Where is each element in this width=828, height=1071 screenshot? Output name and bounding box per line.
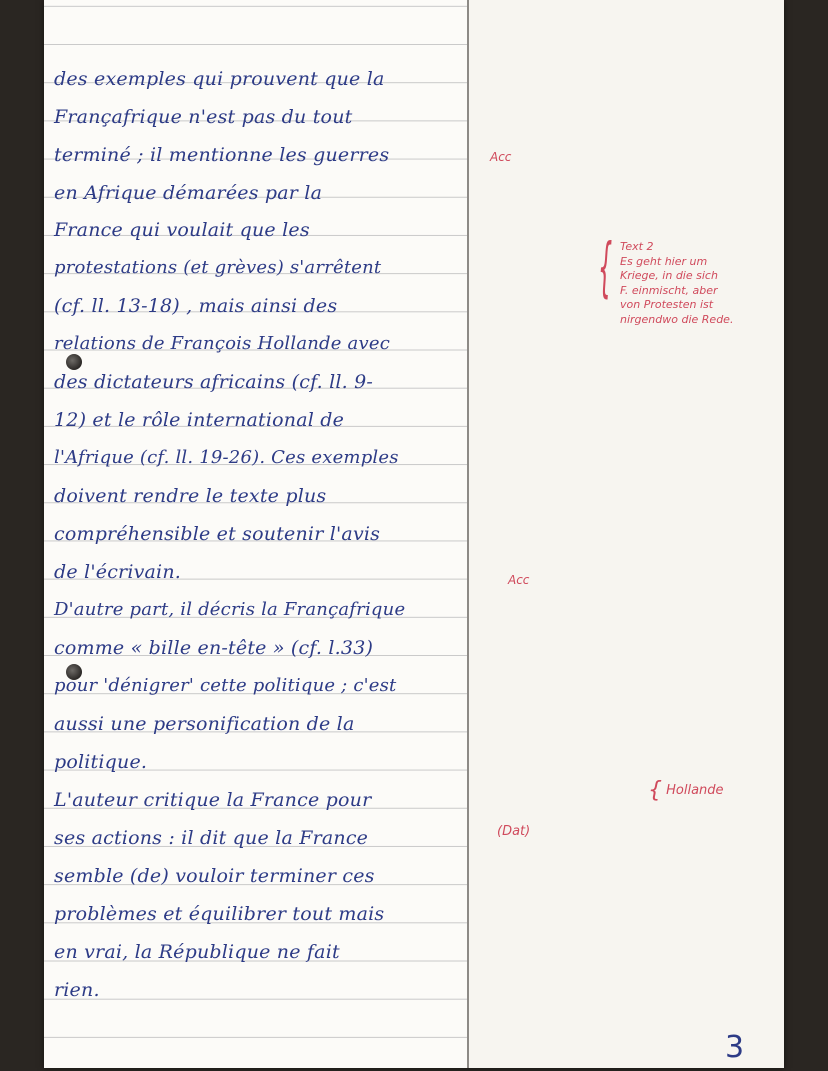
text-line: L'auteur critique la France pour (54, 789, 372, 811)
text-line: des dictateurs africains (cf. ll. 9- (54, 371, 374, 393)
text-line: en vrai, la République ne fait (54, 941, 340, 963)
text-line: France qui voulait que les (54, 219, 310, 241)
text-line: l'Afrique (cf. ll. 19-26). Ces exemples (54, 447, 399, 468)
margin-note-line: F. einmischt, aber (620, 283, 718, 297)
text-line: semble (de) vouloir terminer ces (54, 865, 375, 887)
text-line: protestations (et grèves) s'arrêtent (54, 257, 382, 278)
text-line: relations de François Hollande avec (54, 333, 390, 354)
margin-note-line: nirgendwo die Rede. (620, 312, 734, 326)
margin-note-dat: (Dat) (497, 824, 531, 839)
text-line: problèmes et équilibrer tout mais (54, 903, 385, 925)
text-line: des exemples qui prouvent que la (54, 68, 385, 90)
text-line: politique. (54, 751, 148, 773)
text-line: comme « bille en-tête » (cf. l.33) (54, 637, 374, 659)
margin-note-line: Es geht hier um (620, 254, 708, 268)
brace-icon: { (598, 231, 613, 305)
text-line: ses actions : il dit que la France (54, 827, 369, 849)
punch-hole (66, 354, 82, 370)
margin-note-acc: Acc (490, 150, 512, 164)
brace-icon: { (648, 778, 662, 803)
text-line: pour 'dénigrer' cette politique ; c'est (54, 675, 397, 696)
correction-margin (469, 0, 784, 1068)
text-line: (cf. ll. 13-18) , mais ainsi des (54, 295, 338, 317)
text-line: Françafrique n'est pas du tout (54, 106, 353, 128)
margin-note-title: Text 2 (620, 240, 654, 253)
text-line: D'autre part, il décris la Françafrique (54, 599, 406, 620)
text-line: aussi une personification de la (54, 713, 355, 735)
page-number: 3 (725, 1030, 745, 1065)
text-line: doivent rendre le texte plus (54, 485, 327, 507)
margin-note-line: Kriege, in die sich (620, 269, 718, 282)
text-line: 12) et le rôle international de (54, 409, 345, 431)
margin-note-text: Hollande (666, 783, 724, 798)
text-line: rien. (54, 979, 100, 1001)
text-line: en Afrique démarées par la (54, 182, 323, 204)
margin-note-line: von Protesten ist (620, 298, 714, 311)
margin-note-hollande (648, 778, 724, 803)
margin-note-acc: Acc (508, 573, 530, 587)
text-line: compréhensible et soutenir l'avis (54, 523, 381, 545)
text-line: de l'écrivain. (54, 561, 182, 583)
text-line: terminé ; il mentionne les guerres (54, 144, 390, 166)
